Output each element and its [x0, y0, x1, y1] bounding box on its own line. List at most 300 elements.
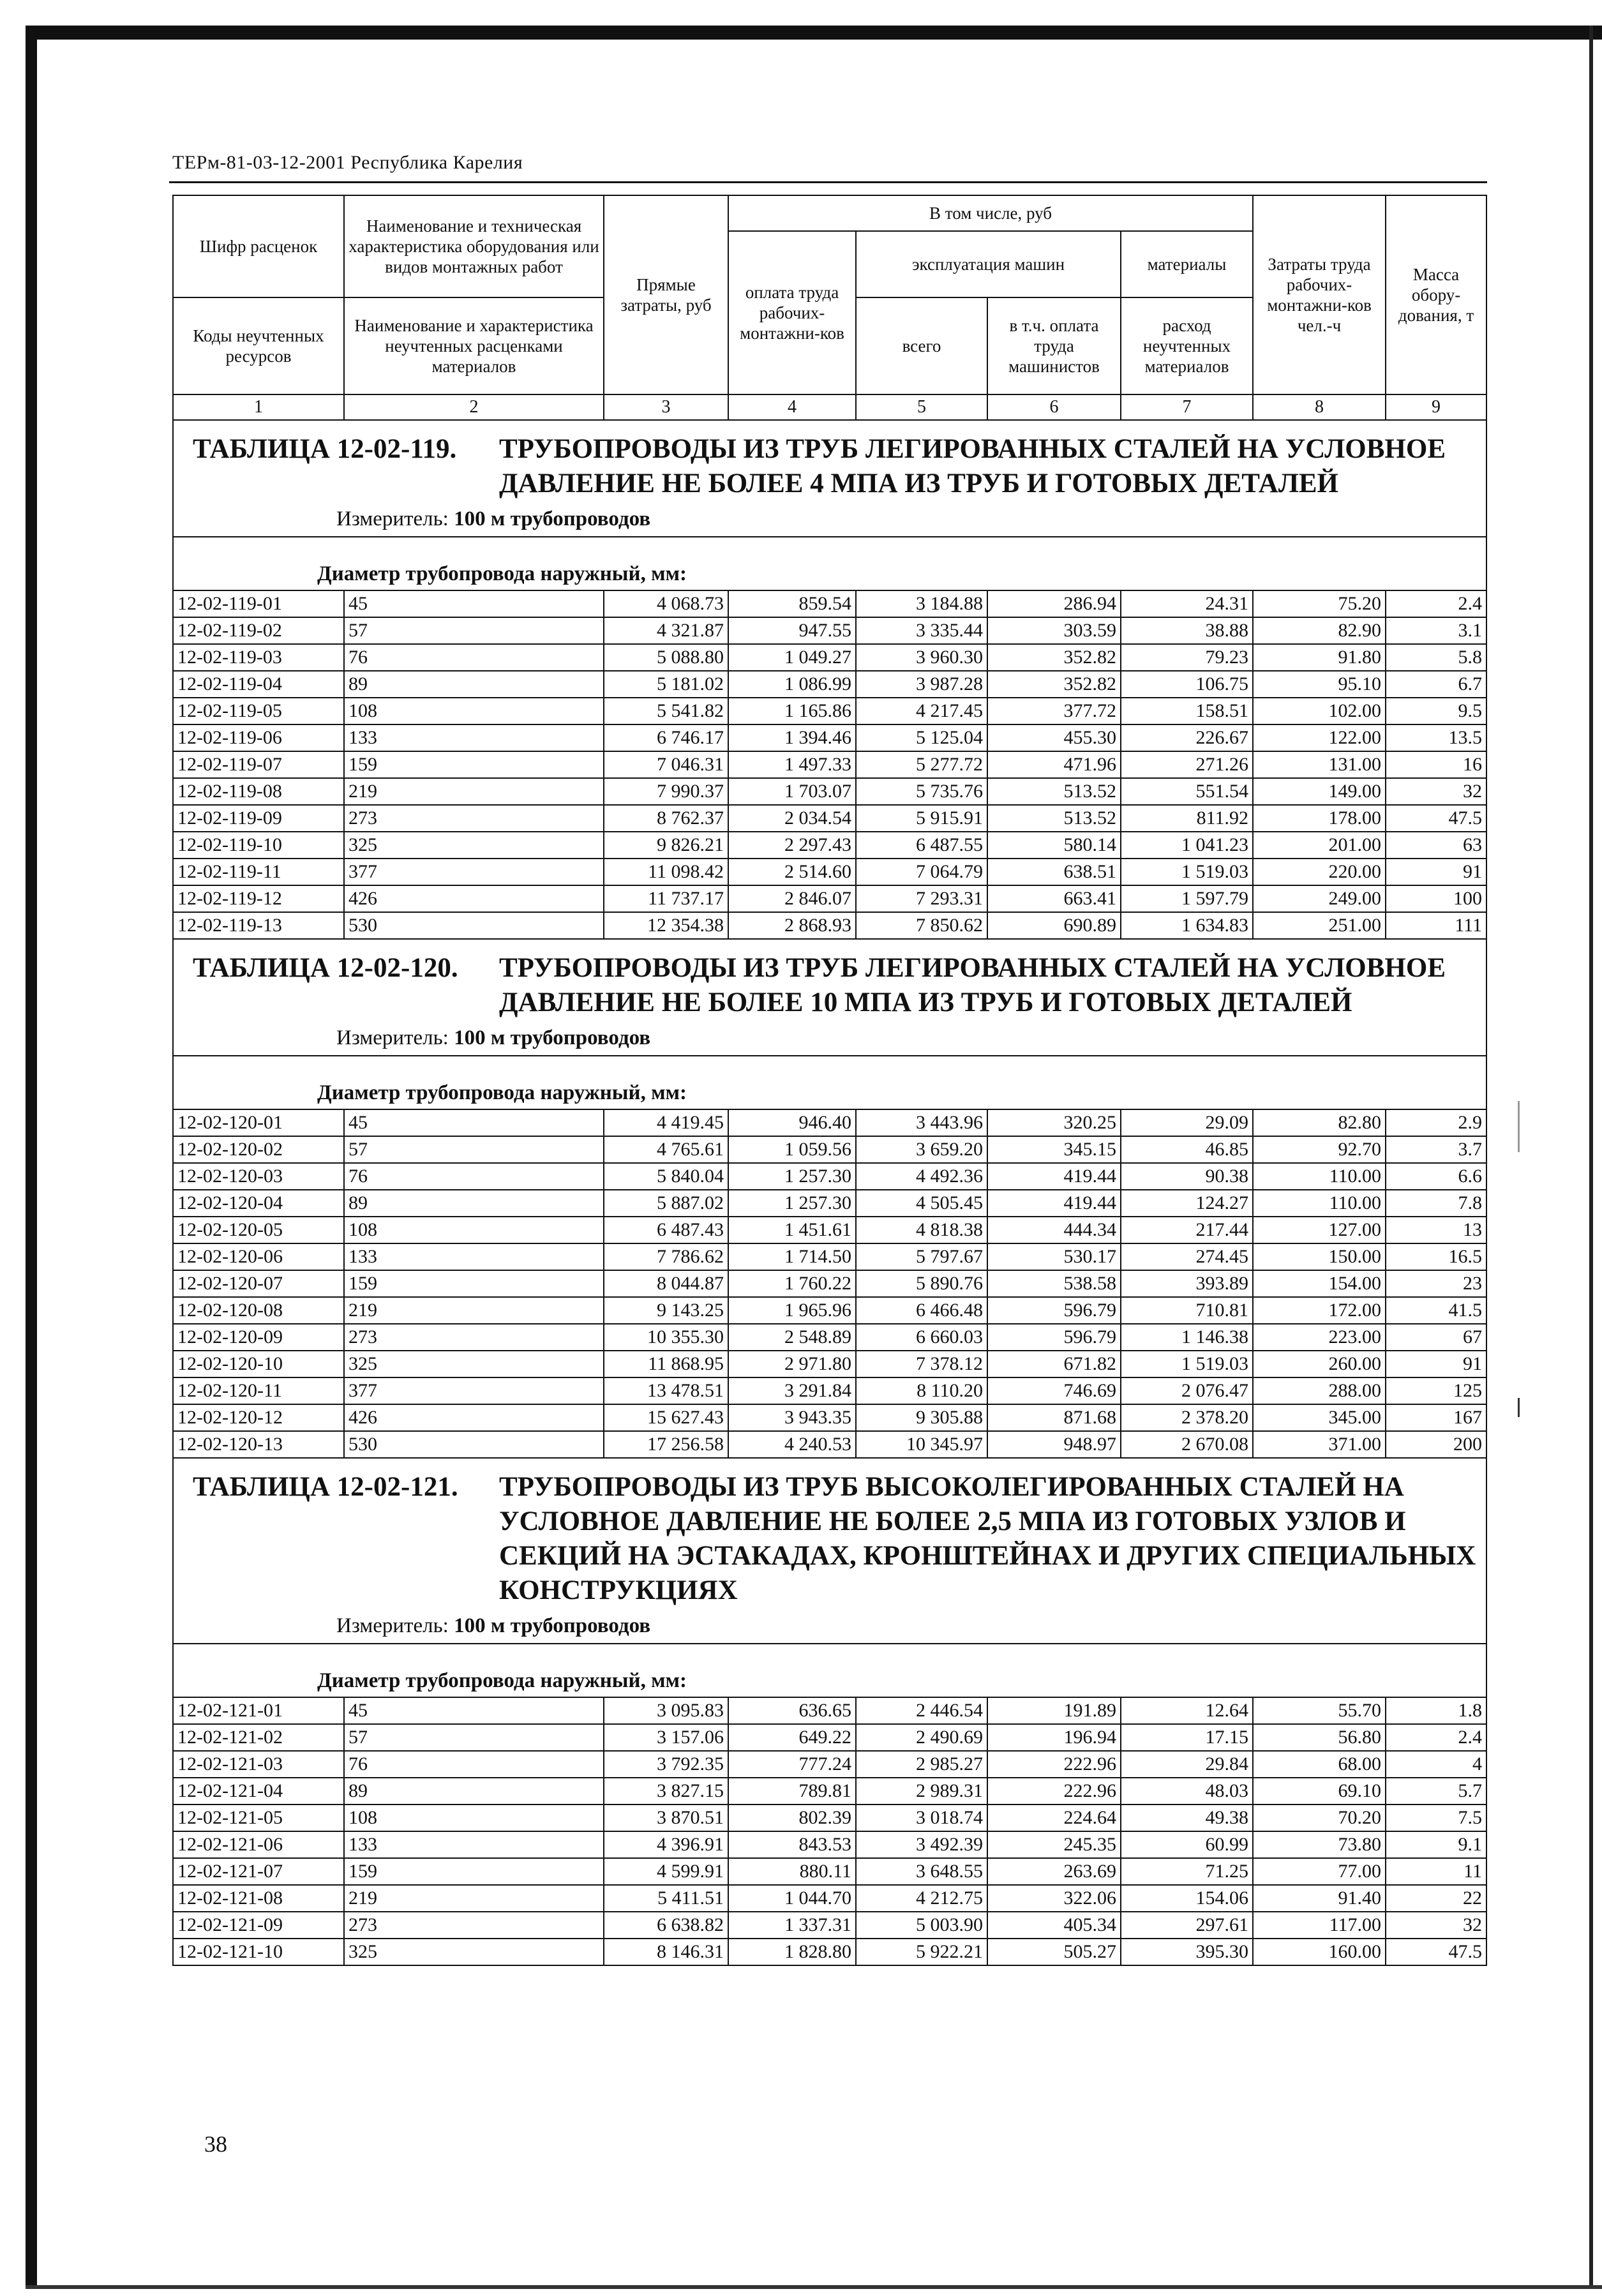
table-row — [173, 1939, 1486, 1965]
rate-code-cell: 12-02-120-02 — [173, 1136, 344, 1163]
labor-hours-cell: 122.00 — [1253, 724, 1386, 751]
worker-wages-cell: 1 760.22 — [728, 1270, 856, 1297]
unaccounted-materials-cell: 49.38 — [1121, 1805, 1253, 1831]
rate-code-cell: 12-02-120-01 — [173, 1109, 344, 1136]
pipe-diameter-cell: 159 — [344, 1270, 604, 1297]
rate-code-cell: 12-02-121-09 — [173, 1912, 344, 1939]
pipe-diameter-cell: 133 — [344, 1243, 604, 1270]
col-header-direct-costs: Прямые затраты, руб — [604, 195, 728, 394]
pipe-diameter-cell: 426 — [344, 885, 604, 912]
machines-total-cell: 4 492.36 — [856, 1163, 987, 1190]
machines-total-cell: 2 985.27 — [856, 1751, 987, 1778]
worker-wages-cell: 1 337.31 — [728, 1912, 856, 1939]
machines-total-cell: 3 492.39 — [856, 1831, 987, 1858]
unaccounted-materials-cell: 2 076.47 — [1121, 1377, 1253, 1404]
operator-wages-cell: 352.82 — [987, 644, 1121, 671]
table-row — [173, 1912, 1486, 1939]
rate-code-cell: 12-02-121-01 — [173, 1697, 344, 1724]
worker-wages-cell: 4 240.53 — [728, 1431, 856, 1458]
rate-code-cell: 12-02-119-06 — [173, 724, 344, 751]
column-number: 1 — [173, 394, 344, 420]
column-number: 2 — [344, 394, 604, 420]
direct-costs-cell: 4 419.45 — [604, 1109, 728, 1136]
labor-hours-cell: 55.70 — [1253, 1697, 1386, 1724]
direct-costs-cell: 5 411.51 — [604, 1885, 728, 1912]
direct-costs-cell: 3 870.51 — [604, 1805, 728, 1831]
unaccounted-materials-cell: 1 519.03 — [1121, 1351, 1253, 1377]
pipe-diameter-cell: 219 — [344, 778, 604, 805]
worker-wages-cell: 1 257.30 — [728, 1190, 856, 1217]
column-number: 7 — [1121, 394, 1253, 420]
unaccounted-materials-cell: 1 146.38 — [1121, 1324, 1253, 1351]
direct-costs-cell: 3 827.15 — [604, 1778, 728, 1805]
machines-total-cell: 5 277.72 — [856, 751, 987, 778]
worker-wages-cell: 636.65 — [728, 1697, 856, 1724]
table-row — [173, 698, 1486, 724]
table-row — [173, 1190, 1486, 1217]
column-number: 4 — [728, 394, 856, 420]
unit-of-measure — [193, 507, 1486, 531]
worker-wages-cell: 1 703.07 — [728, 778, 856, 805]
equipment-mass-cell: 1.8 — [1386, 1697, 1486, 1724]
machines-total-cell: 6 487.55 — [856, 832, 987, 859]
labor-hours-cell: 371.00 — [1253, 1431, 1386, 1458]
machines-total-cell: 5 797.67 — [856, 1243, 987, 1270]
equipment-mass-cell: 2.4 — [1386, 590, 1486, 617]
equipment-mass-cell: 47.5 — [1386, 805, 1486, 832]
pipe-diameter-cell: 133 — [344, 724, 604, 751]
pipe-diameter-cell: 45 — [344, 590, 604, 617]
unaccounted-materials-cell: 297.61 — [1121, 1912, 1253, 1939]
direct-costs-cell: 5 088.80 — [604, 644, 728, 671]
direct-costs-cell: 9 143.25 — [604, 1297, 728, 1324]
labor-hours-cell: 91.80 — [1253, 644, 1386, 671]
table-row — [173, 1805, 1486, 1831]
equipment-mass-cell: 7.5 — [1386, 1805, 1486, 1831]
col-header-group-including: В том числе, руб — [728, 195, 1253, 231]
equipment-mass-cell: 125 — [1386, 1377, 1486, 1404]
operator-wages-cell: 444.34 — [987, 1217, 1121, 1243]
operator-wages-cell: 263.69 — [987, 1858, 1121, 1885]
pipe-diameter-cell: 76 — [344, 1163, 604, 1190]
operator-wages-cell: 245.35 — [987, 1831, 1121, 1858]
machines-total-cell: 7 064.79 — [856, 859, 987, 885]
rate-code-cell: 12-02-121-06 — [173, 1831, 344, 1858]
table-row — [173, 1431, 1486, 1458]
table-row — [173, 590, 1486, 617]
table-number: ТАБЛИЦА 12-02-121. — [193, 1472, 458, 1502]
pipe-diameter-cell: 377 — [344, 859, 604, 885]
unaccounted-materials-cell: 1 519.03 — [1121, 859, 1253, 885]
col-header-worker-wages: оплата труда рабочих-монтажни-ков — [728, 231, 856, 394]
rate-code-cell: 12-02-119-05 — [173, 698, 344, 724]
equipment-mass-cell: 100 — [1386, 885, 1486, 912]
pipe-diameter-cell: 57 — [344, 617, 604, 644]
rate-code-cell: 12-02-119-04 — [173, 671, 344, 698]
operator-wages-cell: 419.44 — [987, 1190, 1121, 1217]
rate-code-cell: 12-02-119-02 — [173, 617, 344, 644]
labor-hours-cell: 220.00 — [1253, 859, 1386, 885]
rate-code-cell: 12-02-120-13 — [173, 1431, 344, 1458]
rate-code-cell: 12-02-120-07 — [173, 1270, 344, 1297]
unaccounted-materials-cell: 1 041.23 — [1121, 832, 1253, 859]
operator-wages-cell: 948.97 — [987, 1431, 1121, 1458]
equipment-mass-cell: 47.5 — [1386, 1939, 1486, 1965]
labor-hours-cell: 92.70 — [1253, 1136, 1386, 1163]
machines-total-cell: 6 660.03 — [856, 1324, 987, 1351]
col-header-machines-total: всего — [856, 297, 987, 394]
equipment-mass-cell: 167 — [1386, 1404, 1486, 1431]
unaccounted-materials-cell: 29.84 — [1121, 1751, 1253, 1778]
pipe-diameter-cell: 273 — [344, 805, 604, 832]
worker-wages-cell: 802.39 — [728, 1805, 856, 1831]
worker-wages-cell: 1 044.70 — [728, 1885, 856, 1912]
direct-costs-cell: 15 627.43 — [604, 1404, 728, 1431]
direct-costs-cell: 6 638.82 — [604, 1912, 728, 1939]
labor-hours-cell: 251.00 — [1253, 912, 1386, 939]
rate-code-cell: 12-02-119-08 — [173, 778, 344, 805]
pipe-diameter-cell: 108 — [344, 698, 604, 724]
rate-code-cell: 12-02-121-07 — [173, 1858, 344, 1885]
column-number: 6 — [987, 394, 1121, 420]
rate-code-cell: 12-02-119-09 — [173, 805, 344, 832]
table-row — [173, 1163, 1486, 1190]
table-row — [173, 778, 1486, 805]
diameter-label: Диаметр трубопровода наружный, мм: — [317, 562, 687, 585]
rate-code-cell: 12-02-120-06 — [173, 1243, 344, 1270]
section-header — [173, 939, 1486, 1056]
direct-costs-cell: 4 599.91 — [604, 1858, 728, 1885]
machines-total-cell: 3 960.30 — [856, 644, 987, 671]
rate-code-cell: 12-02-119-10 — [173, 832, 344, 859]
worker-wages-cell: 1 257.30 — [728, 1163, 856, 1190]
equipment-mass-cell: 6.7 — [1386, 671, 1486, 698]
rate-code-cell: 12-02-121-04 — [173, 1778, 344, 1805]
column-number: 5 — [856, 394, 987, 420]
labor-hours-cell: 172.00 — [1253, 1297, 1386, 1324]
direct-costs-cell: 17 256.58 — [604, 1431, 728, 1458]
column-number: 3 — [604, 394, 728, 420]
operator-wages-cell: 671.82 — [987, 1351, 1121, 1377]
unaccounted-materials-cell: 271.26 — [1121, 751, 1253, 778]
unaccounted-materials-cell: 71.25 — [1121, 1858, 1253, 1885]
equipment-mass-cell: 32 — [1386, 1912, 1486, 1939]
table-row — [173, 1377, 1486, 1404]
operator-wages-cell: 580.14 — [987, 832, 1121, 859]
table-row — [173, 1697, 1486, 1724]
labor-hours-cell: 91.40 — [1253, 1885, 1386, 1912]
direct-costs-cell: 12 354.38 — [604, 912, 728, 939]
unaccounted-materials-cell: 2 378.20 — [1121, 1404, 1253, 1431]
worker-wages-cell: 1 059.56 — [728, 1136, 856, 1163]
equipment-mass-cell: 200 — [1386, 1431, 1486, 1458]
labor-hours-cell: 56.80 — [1253, 1724, 1386, 1751]
machines-total-cell: 5 890.76 — [856, 1270, 987, 1297]
worker-wages-cell: 777.24 — [728, 1751, 856, 1778]
labor-hours-cell: 117.00 — [1253, 1912, 1386, 1939]
equipment-mass-cell: 13.5 — [1386, 724, 1486, 751]
scan-artifact — [1518, 1398, 1520, 1417]
unaccounted-materials-cell: 2 670.08 — [1121, 1431, 1253, 1458]
unaccounted-materials-cell: 811.92 — [1121, 805, 1253, 832]
pipe-diameter-cell: 108 — [344, 1805, 604, 1831]
equipment-mass-cell: 2.9 — [1386, 1109, 1486, 1136]
labor-hours-cell: 69.10 — [1253, 1778, 1386, 1805]
worker-wages-cell: 1 828.80 — [728, 1939, 856, 1965]
table-row — [173, 1297, 1486, 1324]
unaccounted-materials-cell: 24.31 — [1121, 590, 1253, 617]
col-header-labor-hours: Затраты труда рабочих-монтажни-ков чел.-ч — [1253, 195, 1386, 394]
labor-hours-cell: 82.80 — [1253, 1109, 1386, 1136]
operator-wages-cell: 638.51 — [987, 859, 1121, 885]
rate-code-cell: 12-02-120-03 — [173, 1163, 344, 1190]
table-row — [173, 724, 1486, 751]
labor-hours-cell: 160.00 — [1253, 1939, 1386, 1965]
rate-code-cell: 12-02-119-03 — [173, 644, 344, 671]
labor-hours-cell: 82.90 — [1253, 617, 1386, 644]
direct-costs-cell: 6 487.43 — [604, 1217, 728, 1243]
worker-wages-cell: 3 943.35 — [728, 1404, 856, 1431]
col-header-resource-codes: Коды неучтенных ресурсов — [173, 297, 344, 394]
unaccounted-materials-cell: 393.89 — [1121, 1270, 1253, 1297]
pipe-diameter-cell: 76 — [344, 1751, 604, 1778]
table-number: ТАБЛИЦА 12-02-119. — [193, 434, 457, 464]
direct-costs-cell: 5 181.02 — [604, 671, 728, 698]
unaccounted-materials-cell: 124.27 — [1121, 1190, 1253, 1217]
unaccounted-materials-cell: 79.23 — [1121, 644, 1253, 671]
labor-hours-cell: 345.00 — [1253, 1404, 1386, 1431]
table-row — [173, 885, 1486, 912]
equipment-mass-cell: 41.5 — [1386, 1297, 1486, 1324]
rates-table — [172, 195, 1487, 1966]
unaccounted-materials-cell: 274.45 — [1121, 1243, 1253, 1270]
section-header — [173, 1458, 1486, 1644]
equipment-mass-cell: 13 — [1386, 1217, 1486, 1243]
col-header-material-names: Наименование и характеристика неучтенных расценками материалов — [344, 297, 604, 394]
machines-total-cell: 2 989.31 — [856, 1778, 987, 1805]
rate-code-cell: 12-02-120-05 — [173, 1217, 344, 1243]
column-numbers-row — [173, 394, 1486, 420]
machines-total-cell: 3 659.20 — [856, 1136, 987, 1163]
worker-wages-cell: 1 049.27 — [728, 644, 856, 671]
unaccounted-materials-cell: 17.15 — [1121, 1724, 1253, 1751]
direct-costs-cell: 11 737.17 — [604, 885, 728, 912]
scan-artifact — [1518, 1101, 1520, 1152]
operator-wages-cell: 224.64 — [987, 1805, 1121, 1831]
operator-wages-cell: 471.96 — [987, 751, 1121, 778]
rate-code-cell: 12-02-121-05 — [173, 1805, 344, 1831]
direct-costs-cell: 7 786.62 — [604, 1243, 728, 1270]
pipe-diameter-cell: 325 — [344, 1351, 604, 1377]
labor-hours-cell: 154.00 — [1253, 1270, 1386, 1297]
equipment-mass-cell: 23 — [1386, 1270, 1486, 1297]
machines-total-cell: 4 212.75 — [856, 1885, 987, 1912]
rate-code-cell: 12-02-120-08 — [173, 1297, 344, 1324]
worker-wages-cell: 2 514.60 — [728, 859, 856, 885]
machines-total-cell: 5 915.91 — [856, 805, 987, 832]
rate-code-cell: 12-02-119-13 — [173, 912, 344, 939]
table-row — [173, 751, 1486, 778]
pipe-diameter-cell: 273 — [344, 1324, 604, 1351]
direct-costs-cell: 4 068.73 — [604, 590, 728, 617]
labor-hours-cell: 150.00 — [1253, 1243, 1386, 1270]
equipment-mass-cell: 16.5 — [1386, 1243, 1486, 1270]
equipment-mass-cell: 3.1 — [1386, 617, 1486, 644]
worker-wages-cell: 2 548.89 — [728, 1324, 856, 1351]
table-title: ТРУБОПРОВОДЫ ИЗ ТРУБ ВЫСОКОЛЕГИРОВАННЫХ СТАЛЕЙ НА УСЛОВНОЕ ДАВЛЕНИЕ НЕ БОЛЕЕ 2,5 МПА ИЗ ГОТОВЫХ УЗЛОВ И СЕКЦИЙ НА ЭСТАКАДАХ, КРОНШТЕЙНАХ И ДРУГИХ СПЕЦИАЛЬНЫХ КОНСТРУКЦИЯХ — [499, 1472, 1476, 1605]
direct-costs-cell: 6 746.17 — [604, 724, 728, 751]
col-header-code: Шифр расценок — [173, 195, 344, 297]
scan-border-bottom — [26, 2285, 1602, 2289]
machines-total-cell: 5 125.04 — [856, 724, 987, 751]
header-rule — [169, 181, 1487, 183]
table-number: ТАБЛИЦА 12-02-120. — [193, 953, 458, 983]
labor-hours-cell: 70.20 — [1253, 1805, 1386, 1831]
labor-hours-cell: 178.00 — [1253, 805, 1386, 832]
labor-hours-cell: 102.00 — [1253, 698, 1386, 724]
table-row — [173, 832, 1486, 859]
machines-total-cell: 4 818.38 — [856, 1217, 987, 1243]
pipe-diameter-cell: 530 — [344, 1431, 604, 1458]
page-number: 38 — [204, 2131, 227, 2157]
rate-code-cell: 12-02-121-10 — [173, 1939, 344, 1965]
direct-costs-cell: 11 098.42 — [604, 859, 728, 885]
labor-hours-cell: 75.20 — [1253, 590, 1386, 617]
table-row — [173, 912, 1486, 939]
table-row — [173, 617, 1486, 644]
rate-code-cell: 12-02-121-02 — [173, 1724, 344, 1751]
labor-hours-cell: 73.80 — [1253, 1831, 1386, 1858]
table-row — [173, 1270, 1486, 1297]
pipe-diameter-cell: 159 — [344, 1858, 604, 1885]
pipe-diameter-cell: 530 — [344, 912, 604, 939]
machines-total-cell: 4 505.45 — [856, 1190, 987, 1217]
rate-code-cell: 12-02-120-04 — [173, 1190, 344, 1217]
operator-wages-cell: 513.52 — [987, 778, 1121, 805]
labor-hours-cell: 249.00 — [1253, 885, 1386, 912]
machines-total-cell: 7 850.62 — [856, 912, 987, 939]
operator-wages-cell: 690.89 — [987, 912, 1121, 939]
equipment-mass-cell: 22 — [1386, 1885, 1486, 1912]
rate-code-cell: 12-02-120-09 — [173, 1324, 344, 1351]
unaccounted-materials-cell: 154.06 — [1121, 1885, 1253, 1912]
table-row — [173, 1724, 1486, 1751]
equipment-mass-cell: 91 — [1386, 1351, 1486, 1377]
equipment-mass-cell: 3.7 — [1386, 1136, 1486, 1163]
col-header-name: Наименование и техническая характеристика оборудования или видов монтажных работ — [344, 195, 604, 297]
unaccounted-materials-cell: 60.99 — [1121, 1831, 1253, 1858]
operator-wages-cell: 377.72 — [987, 698, 1121, 724]
table-row — [173, 644, 1486, 671]
table-row — [173, 1858, 1486, 1885]
operator-wages-cell: 455.30 — [987, 724, 1121, 751]
rate-code-cell: 12-02-119-12 — [173, 885, 344, 912]
equipment-mass-cell: 11 — [1386, 1858, 1486, 1885]
operator-wages-cell: 320.25 — [987, 1109, 1121, 1136]
rate-code-cell: 12-02-119-07 — [173, 751, 344, 778]
pipe-diameter-cell: 377 — [344, 1377, 604, 1404]
operator-wages-cell: 196.94 — [987, 1724, 1121, 1751]
operator-wages-cell: 871.68 — [987, 1404, 1121, 1431]
operator-wages-cell: 286.94 — [987, 590, 1121, 617]
rate-code-cell: 12-02-121-03 — [173, 1751, 344, 1778]
worker-wages-cell: 880.11 — [728, 1858, 856, 1885]
diameter-label: Диаметр трубопровода наружный, мм: — [317, 1081, 687, 1104]
table-row — [173, 1778, 1486, 1805]
worker-wages-cell: 2 297.43 — [728, 832, 856, 859]
operator-wages-cell: 222.96 — [987, 1751, 1121, 1778]
meter-label: Измеритель: — [336, 507, 449, 530]
unaccounted-materials-cell: 226.67 — [1121, 724, 1253, 751]
labor-hours-cell: 223.00 — [1253, 1324, 1386, 1351]
worker-wages-cell: 843.53 — [728, 1831, 856, 1858]
machines-total-cell: 2 490.69 — [856, 1724, 987, 1751]
machines-total-cell: 3 648.55 — [856, 1858, 987, 1885]
pipe-diameter-cell: 159 — [344, 751, 604, 778]
equipment-mass-cell: 91 — [1386, 859, 1486, 885]
machines-total-cell: 4 217.45 — [856, 698, 987, 724]
machines-total-cell: 3 335.44 — [856, 617, 987, 644]
pipe-diameter-cell: 219 — [344, 1885, 604, 1912]
machines-total-cell: 2 446.54 — [856, 1697, 987, 1724]
table-row — [173, 1751, 1486, 1778]
pipe-diameter-cell: 45 — [344, 1697, 604, 1724]
operator-wages-cell: 345.15 — [987, 1136, 1121, 1163]
table-row — [173, 1243, 1486, 1270]
direct-costs-cell: 3 157.06 — [604, 1724, 728, 1751]
labor-hours-cell: 149.00 — [1253, 778, 1386, 805]
operator-wages-cell: 538.58 — [987, 1270, 1121, 1297]
labor-hours-cell: 201.00 — [1253, 832, 1386, 859]
unit-of-measure — [193, 1614, 1486, 1638]
unaccounted-materials-cell: 1 597.79 — [1121, 885, 1253, 912]
pipe-diameter-cell: 89 — [344, 671, 604, 698]
direct-costs-cell: 5 887.02 — [604, 1190, 728, 1217]
table-row — [173, 1404, 1486, 1431]
table-row — [173, 1109, 1486, 1136]
pipe-diameter-cell: 219 — [344, 1297, 604, 1324]
diameter-subheader — [173, 1056, 1486, 1109]
table-title: ТРУБОПРОВОДЫ ИЗ ТРУБ ЛЕГИРОВАННЫХ СТАЛЕЙ НА УСЛОВНОЕ ДАВЛЕНИЕ НЕ БОЛЕЕ 4 МПА ИЗ ТРУБ И ГОТОВЫХ ДЕТАЛЕЙ — [499, 434, 1446, 499]
rate-code-cell: 12-02-120-11 — [173, 1377, 344, 1404]
table-title: ТРУБОПРОВОДЫ ИЗ ТРУБ ЛЕГИРОВАННЫХ СТАЛЕЙ НА УСЛОВНОЕ ДАВЛЕНИЕ НЕ БОЛЕЕ 10 МПА ИЗ ТРУБ И ГОТОВЫХ ДЕТАЛЕЙ — [499, 953, 1446, 1017]
pipe-diameter-cell: 426 — [344, 1404, 604, 1431]
machines-total-cell: 10 345.97 — [856, 1431, 987, 1458]
column-number: 9 — [1386, 394, 1486, 420]
operator-wages-cell: 352.82 — [987, 671, 1121, 698]
direct-costs-cell: 13 478.51 — [604, 1377, 728, 1404]
section-header — [173, 420, 1486, 537]
operator-wages-cell: 513.52 — [987, 805, 1121, 832]
labor-hours-cell: 68.00 — [1253, 1751, 1386, 1778]
operator-wages-cell: 505.27 — [987, 1939, 1121, 1965]
pipe-diameter-cell: 273 — [344, 1912, 604, 1939]
direct-costs-cell: 5 541.82 — [604, 698, 728, 724]
rate-code-cell: 12-02-120-10 — [173, 1351, 344, 1377]
pipe-diameter-cell: 325 — [344, 1939, 604, 1965]
unaccounted-materials-cell: 217.44 — [1121, 1217, 1253, 1243]
direct-costs-cell: 11 868.95 — [604, 1351, 728, 1377]
equipment-mass-cell: 111 — [1386, 912, 1486, 939]
operator-wages-cell: 746.69 — [987, 1377, 1121, 1404]
equipment-mass-cell: 4 — [1386, 1751, 1486, 1778]
pipe-diameter-cell: 108 — [344, 1217, 604, 1243]
labor-hours-cell: 288.00 — [1253, 1377, 1386, 1404]
worker-wages-cell: 2 034.54 — [728, 805, 856, 832]
unaccounted-materials-cell: 710.81 — [1121, 1297, 1253, 1324]
unaccounted-materials-cell: 29.09 — [1121, 1109, 1253, 1136]
pipe-diameter-cell: 89 — [344, 1190, 604, 1217]
